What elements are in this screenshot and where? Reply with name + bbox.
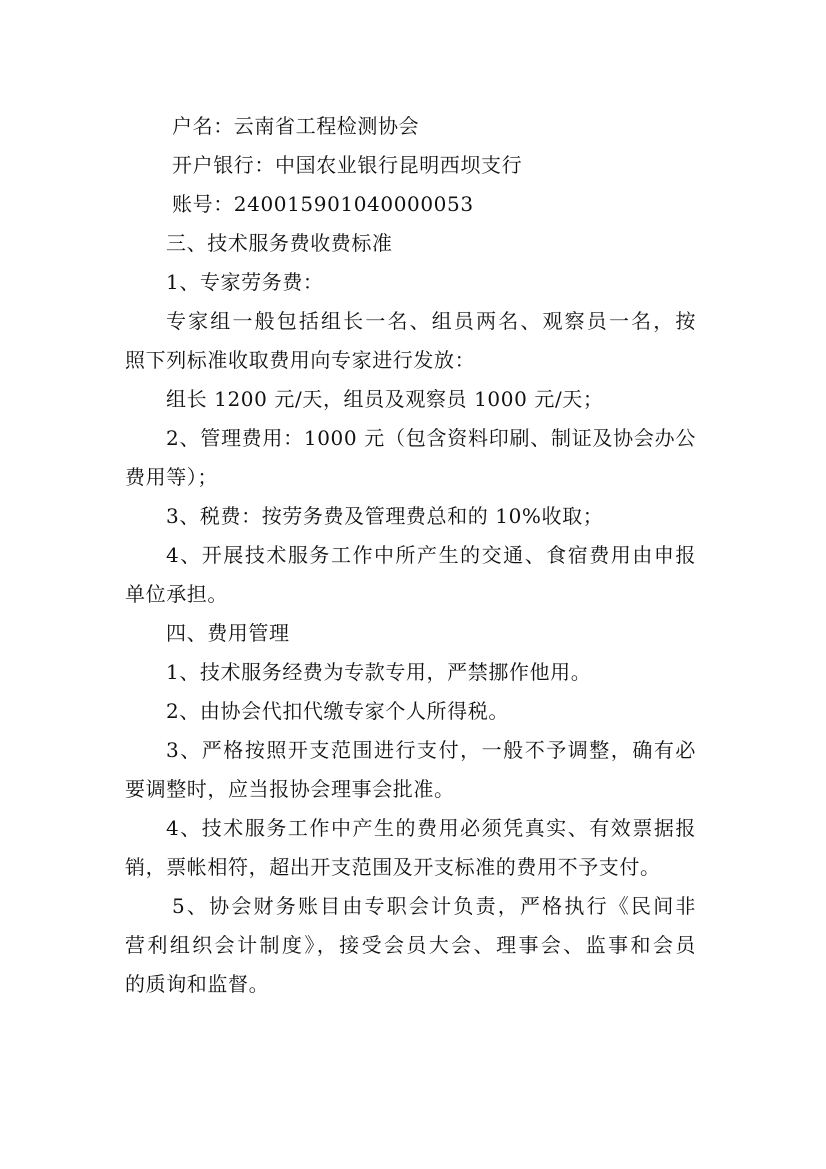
bank-line: 开户银行：中国农业银行昆明西坝支行 <box>172 153 523 177</box>
section-3-item-2-continued: 费用等）； <box>125 465 218 489</box>
section-3-item-2: 2、管理费用：1000 元（包含资料印刷、制证及协会办公 <box>166 426 696 450</box>
section-3-item-1-text: 专家组一般包括组长一名、组员两名、观察员一名，按 <box>166 309 696 333</box>
section-4-item-4: 4、技术服务工作中产生的费用必须凭真实、有效票据报 <box>166 816 696 840</box>
section-4-item-5: 5、协会财务账目由专职会计负责，严格执行《民间非 <box>172 894 696 918</box>
section-4-item-5-end: 的质询和监督。 <box>125 972 270 996</box>
section-4-item-4-continued: 销，票帐相符，超出开支范围及开支标准的费用不予支付。 <box>125 855 661 879</box>
section-3-item-1-rates: 组长 1200 元/天，组员及观察员 1000 元/天； <box>166 387 604 411</box>
section-3-item-1-title: 1、专家劳务费： <box>166 270 324 294</box>
section-3-item-3: 3、税费：按劳务费及管理费总和的 10%收取； <box>166 504 604 528</box>
section-4-item-2: 2、由协会代扣代缴专家个人所得税。 <box>166 699 509 723</box>
section-3-item-4-continued: 单位承担。 <box>125 582 228 606</box>
account-name-line: 户名：云南省工程检测协会 <box>172 114 420 138</box>
section-3-item-4: 4、开展技术服务工作中所产生的交通、食宿费用由申报 <box>166 543 696 567</box>
section-4-item-1: 1、技术服务经费为专款专用，严禁挪作他用。 <box>166 660 592 684</box>
section-4-item-3-continued: 要调整时，应当报协会理事会批准。 <box>125 777 455 801</box>
section-3-heading: 三、技术服务费收费标准 <box>166 231 393 255</box>
account-number-line: 账号：240015901040000053 <box>172 192 474 216</box>
section-4-heading: 四、费用管理 <box>166 621 290 645</box>
section-3-item-1-text-continued: 照下列标准收取费用向专家进行发放： <box>125 348 476 372</box>
section-4-item-3: 3、严格按照开支范围进行支付，一般不予调整，确有必 <box>166 738 696 762</box>
section-4-item-5-continued: 营利组织会计制度》，接受会员大会、理事会、监事和会员 <box>125 933 696 957</box>
